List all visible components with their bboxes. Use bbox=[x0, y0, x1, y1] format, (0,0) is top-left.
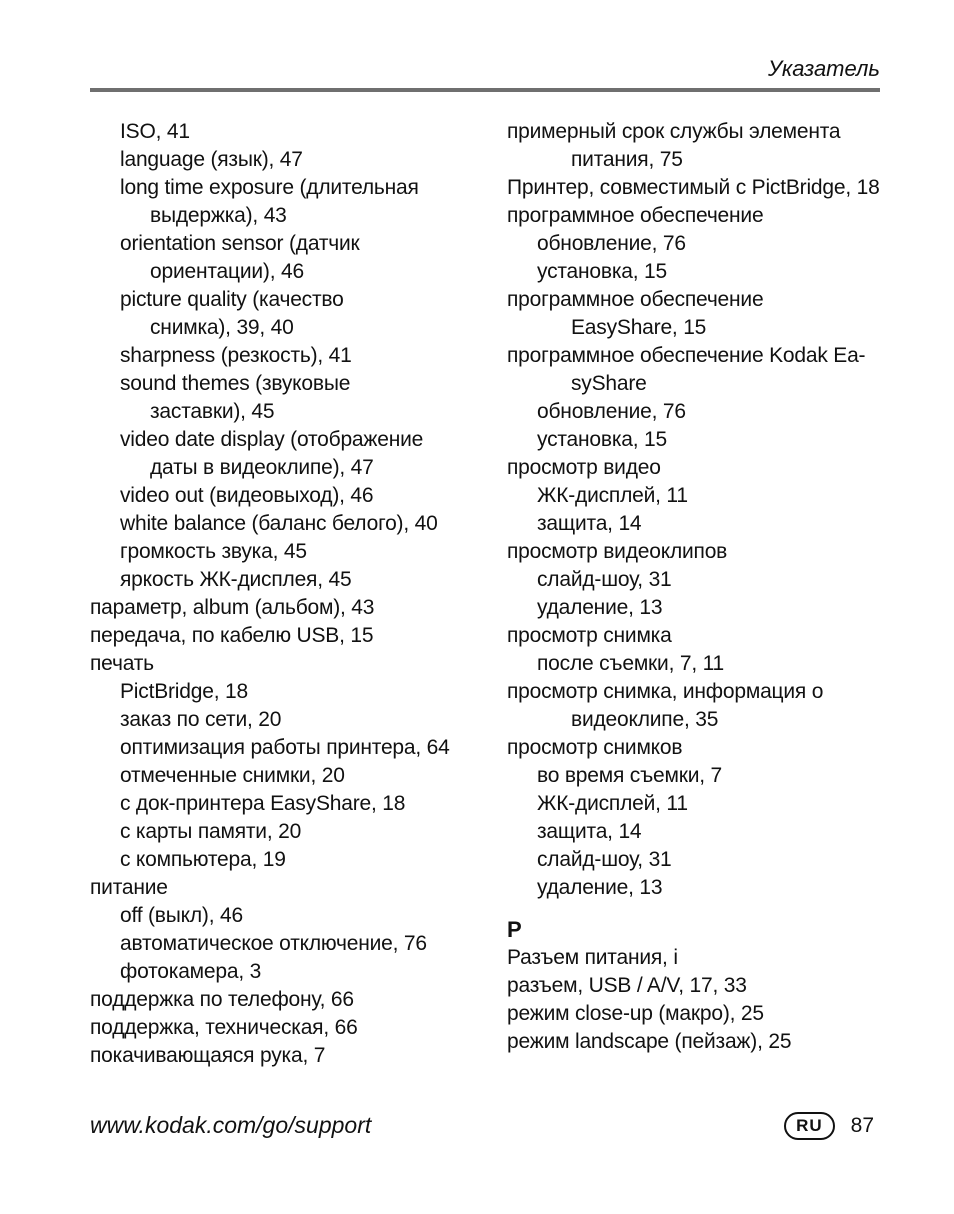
index-subentry: orientation sensor (датчик bbox=[120, 232, 360, 255]
index-entry: Принтер, совместимый с PictBridge, 18 bbox=[507, 176, 880, 199]
index-subentry: PictBridge, 18 bbox=[120, 680, 248, 703]
index-column-left bbox=[90, 118, 490, 1070]
index-entry: просмотр снимка, информация о bbox=[507, 680, 824, 703]
index-subentry: слайд-шоу, 31 bbox=[537, 568, 672, 591]
index-subentry: обновление, 76 bbox=[537, 400, 686, 423]
index-subentry: отмеченные снимки, 20 bbox=[120, 764, 345, 787]
index-subentry: заставки), 45 bbox=[150, 400, 275, 423]
index-subentry: sharpness (резкость), 41 bbox=[120, 344, 352, 367]
index-subentry: удаление, 13 bbox=[537, 596, 663, 619]
index-subentry: long time exposure (длительная bbox=[120, 176, 419, 199]
index-entry: просмотр снимка bbox=[507, 624, 672, 647]
index-subentry: снимка), 39, 40 bbox=[150, 316, 294, 339]
index-column-right bbox=[507, 118, 907, 1056]
index-subentry: яркость ЖК-дисплея, 45 bbox=[120, 568, 352, 591]
index-entry: режим close-up (макро), 25 bbox=[507, 1002, 764, 1025]
index-entry: параметр, album (альбом), 43 bbox=[90, 596, 375, 619]
index-entry: программное обеспечение bbox=[507, 288, 764, 311]
index-subentry: с док-принтера EasyShare, 18 bbox=[120, 792, 406, 815]
index-subentry: слайд-шоу, 31 bbox=[537, 848, 672, 871]
index-entry: программное обеспечение Kodak Ea- bbox=[507, 344, 866, 367]
index-subentry: video out (видеовыход), 46 bbox=[120, 484, 374, 507]
index-subentry: даты в видеоклипе), 47 bbox=[150, 456, 374, 479]
footer-page-info bbox=[784, 1112, 874, 1140]
language-badge: RU bbox=[784, 1112, 835, 1140]
index-entry: просмотр видеоклипов bbox=[507, 540, 728, 563]
index-subentry: во время съемки, 7 bbox=[537, 764, 723, 787]
index-entry: печать bbox=[90, 652, 154, 675]
index-entry: примерный срок службы элемента bbox=[507, 120, 841, 143]
index-entry: просмотр видео bbox=[507, 456, 661, 479]
page-header-title: Указатель bbox=[768, 56, 880, 81]
index-subentry: автоматическое отключение, 76 bbox=[120, 932, 427, 955]
index-subentry: защита, 14 bbox=[537, 512, 642, 535]
index-entry: программное обеспечение bbox=[507, 204, 764, 227]
index-subentry: питания, 75 bbox=[571, 148, 683, 171]
index-entry: режим landscape (пейзаж), 25 bbox=[507, 1030, 792, 1053]
index-subentry: language (язык), 47 bbox=[120, 148, 303, 171]
index-entry: разъем, USB / A/V, 17, 33 bbox=[507, 974, 747, 997]
index-subentry: ориентации), 46 bbox=[150, 260, 304, 283]
index-entry: передача, по кабелю USB, 15 bbox=[90, 624, 374, 647]
index-subentry: picture quality (качество bbox=[120, 288, 344, 311]
index-section-letter: Р bbox=[507, 917, 522, 942]
index-subentry: EasyShare, 15 bbox=[571, 316, 707, 339]
index-subentry: удаление, 13 bbox=[537, 876, 663, 899]
index-subentry: с компьютера, 19 bbox=[120, 848, 286, 871]
footer-support-url[interactable]: www.kodak.com/go/support bbox=[90, 1112, 372, 1138]
index-entry: поддержка, техническая, 66 bbox=[90, 1016, 358, 1039]
index-subentry: заказ по сети, 20 bbox=[120, 708, 282, 731]
index-subentry: видеоклипе, 35 bbox=[571, 708, 719, 731]
index-subentry: установка, 15 bbox=[537, 260, 668, 283]
index-subentry: оптимизация работы принтера, 64 bbox=[120, 736, 450, 759]
index-subentry: off (выкл), 46 bbox=[120, 904, 243, 927]
index-subentry: syShare bbox=[571, 372, 647, 395]
index-subentry: защита, 14 bbox=[537, 820, 642, 843]
index-subentry: sound themes (звуковые bbox=[120, 372, 351, 395]
index-subentry: фотокамера, 3 bbox=[120, 960, 262, 983]
index-subentry: ISO, 41 bbox=[120, 120, 190, 143]
header-divider bbox=[90, 88, 880, 92]
index-entry: поддержка по телефону, 66 bbox=[90, 988, 354, 1011]
index-subentry: ЖК-дисплей, 11 bbox=[537, 792, 688, 815]
index-subentry: video date display (отображение bbox=[120, 428, 424, 451]
index-entry: покачивающаяся рука, 7 bbox=[90, 1044, 326, 1067]
index-entry: просмотр снимков bbox=[507, 736, 683, 759]
index-subentry: громкость звука, 45 bbox=[120, 540, 307, 563]
index-subentry: после съемки, 7, 11 bbox=[537, 652, 724, 675]
index-entry: питание bbox=[90, 876, 168, 899]
index-entry: Разъем питания, i bbox=[507, 946, 678, 969]
index-subentry: ЖК-дисплей, 11 bbox=[537, 484, 688, 507]
page-number: 87 bbox=[850, 1114, 874, 1137]
index-subentry: white balance (баланс белого), 40 bbox=[120, 512, 438, 535]
index-subentry: с карты памяти, 20 bbox=[120, 820, 302, 843]
index-subentry: установка, 15 bbox=[537, 428, 668, 451]
index-subentry: обновление, 76 bbox=[537, 232, 686, 255]
index-subentry: выдержка), 43 bbox=[150, 204, 287, 227]
